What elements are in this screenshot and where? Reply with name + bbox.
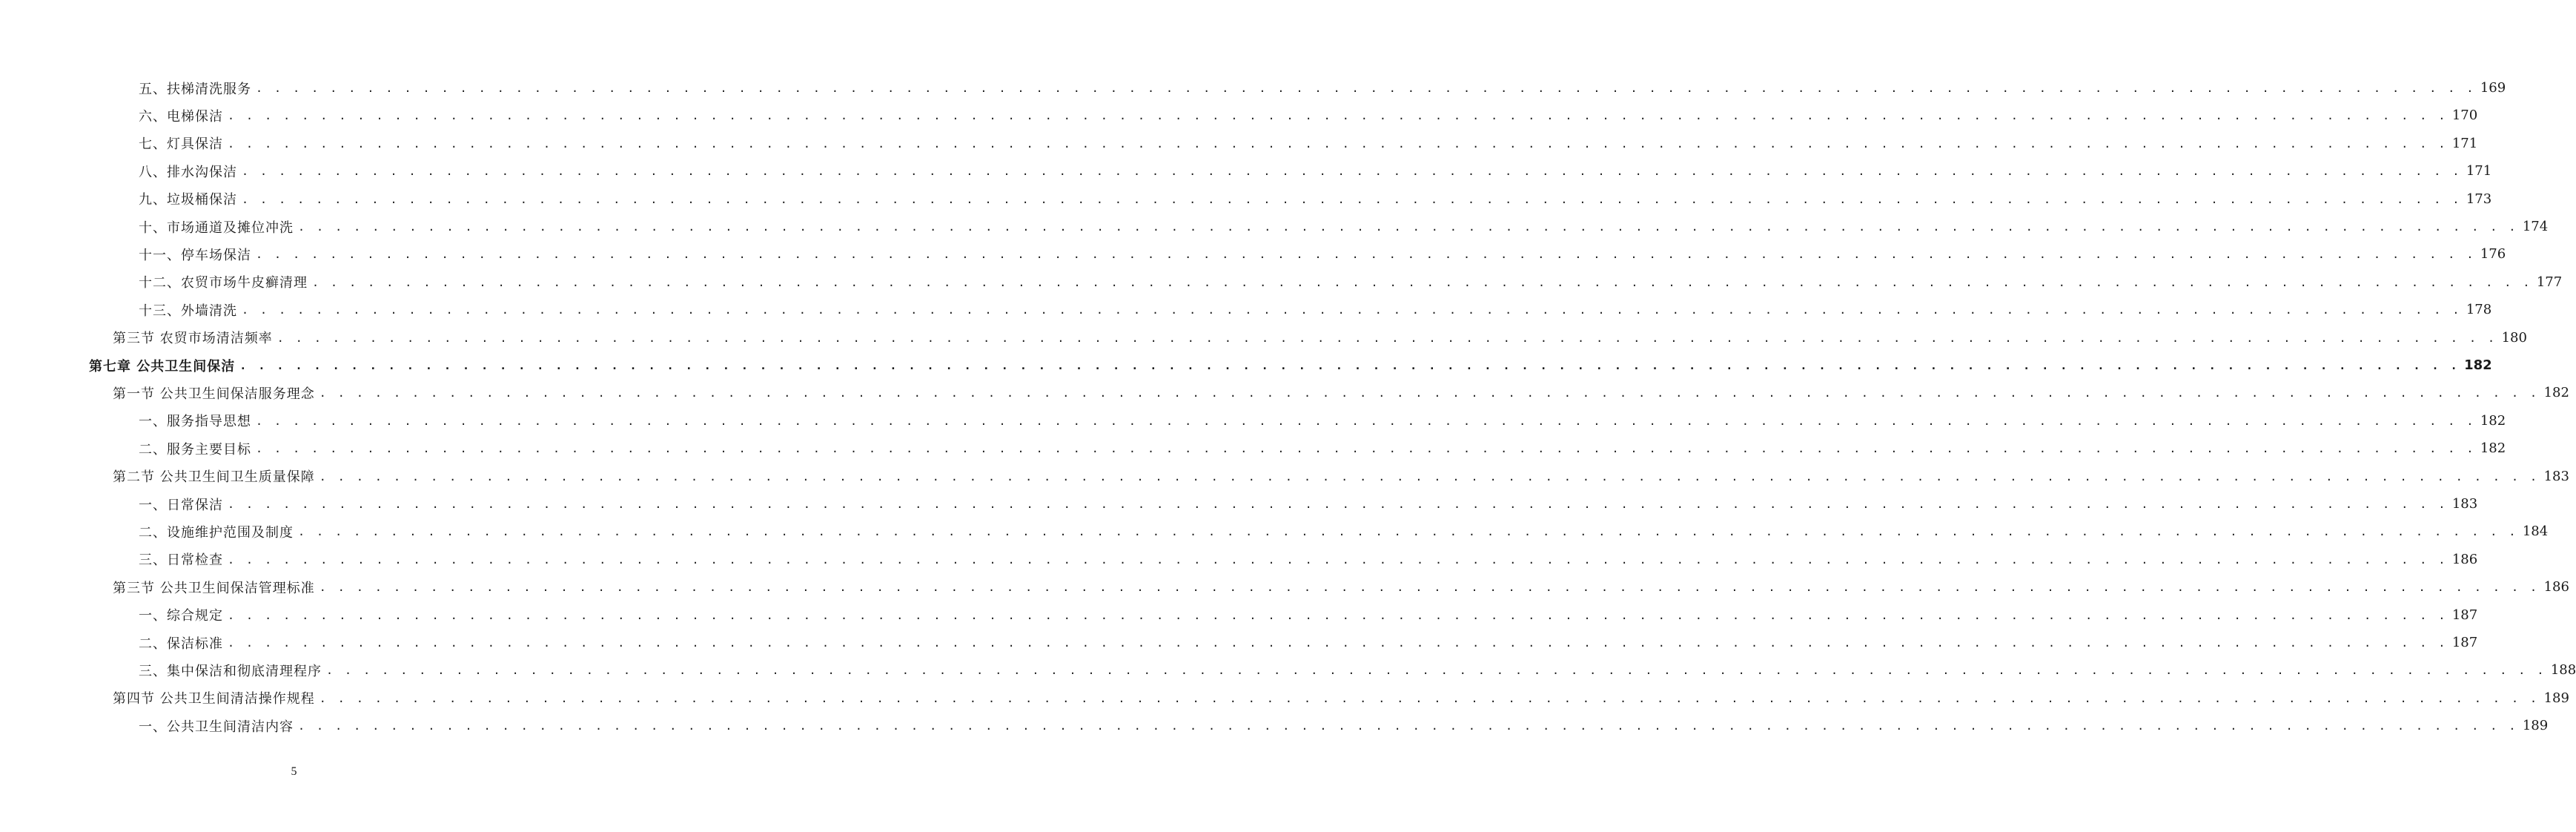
- toc-subsection-entry[interactable]: [139, 102, 2478, 129]
- toc-subsection-entry[interactable]: [139, 629, 2478, 656]
- toc-subsection-entry[interactable]: [139, 296, 2492, 323]
- toc-subsection-entry[interactable]: [139, 185, 2492, 213]
- toc-subsection-entry[interactable]: [139, 407, 2506, 435]
- toc-dot-leader: . . . . . . . . . . . . . . . . . . . . . . . . . . . . . . . . . . . . . . . . . . . . . . . . . . . . . . . . . . . . . . . . . . . . . . . . . . . . . . . . . . . . . . . . . . . . . . . . . . . . . . . . . . . . . . . . . . . . . . . .: [256, 248, 2476, 262]
- page-number: 5: [291, 765, 297, 778]
- toc-entry-page: 183: [2451, 496, 2478, 512]
- toc-section-entry[interactable]: [113, 573, 2569, 601]
- toc-entry-page: 187: [2451, 635, 2478, 650]
- toc-entry-page: 189: [2522, 718, 2549, 734]
- toc-entry-title: 六、电梯保洁: [139, 108, 223, 125]
- toc-section-entry[interactable]: [113, 684, 2569, 712]
- toc-entry-page: 169: [2480, 80, 2506, 96]
- toc-entry-title: 十一、停车场保洁: [139, 247, 251, 263]
- toc-entry-title: 十、市场通道及摊位冲洗: [139, 219, 294, 236]
- toc-dot-leader: . . . . . . . . . . . . . . . . . . . . . . . . . . . . . . . . . . . . . . . . . . . . . . . . . . . . . . . . . . . . . . . . . . . . . . . . . . . . . . . . . . . . . . . . . . . . . . . . . . . . . . . . . . . . . . . . . . . . . . . .: [326, 664, 2546, 678]
- toc-dot-leader: . . . . . . . . . . . . . . . . . . . . . . . . . . . . . . . . . . . . . . . . . . . . . . . . . . . . . . . . . . . . . . . . . . . . . . . . . . . . . . . . . . . . . . . . . . . . . . . . . . . . . . . . . . . . . . . . . . . . . . . .: [239, 359, 2460, 372]
- toc-subsection-entry[interactable]: [139, 240, 2506, 268]
- toc-dot-leader: . . . . . . . . . . . . . . . . . . . . . . . . . . . . . . . . . . . . . . . . . . . . . . . . . . . . . . . . . . . . . . . . . . . . . . . . . . . . . . . . . . . . . . . . . . . . . . . . . . . . . . . . . . . . . . . . . . . . . . . .: [298, 719, 2518, 733]
- toc-entry-page: 182: [2480, 412, 2506, 429]
- toc-entry-title: 十三、外墙清洗: [139, 303, 237, 319]
- toc-entry-title: 五、扶梯清洗服务: [139, 81, 251, 97]
- toc-entry-title: 一、公共卫生间清洁内容: [139, 719, 294, 735]
- toc-entry-title: 九、垃圾桶保洁: [139, 192, 237, 208]
- toc-subsection-entry[interactable]: [139, 268, 2563, 296]
- toc-entry-page: 183: [2543, 468, 2569, 484]
- toc-dot-leader: . . . . . . . . . . . . . . . . . . . . . . . . . . . . . . . . . . . . . . . . . . . . . . . . . . . . . . . . . . . . . . . . . . . . . . . . . . . . . . . . . . . . . . . . . . . . . . . . . . . . . . . . . . . . . . . . . . . . . . . .: [228, 109, 2448, 123]
- toc-dot-leader: . . . . . . . . . . . . . . . . . . . . . . . . . . . . . . . . . . . . . . . . . . . . . . . . . . . . . . . . . . . . . . . . . . . . . . . . . . . . . . . . . . . . . . . . . . . . . . . . . . . . . . . . . . . . . . . . . . . . . . . .: [228, 608, 2448, 622]
- toc-dot-leader: . . . . . . . . . . . . . . . . . . . . . . . . . . . . . . . . . . . . . . . . . . . . . . . . . . . . . . . . . . . . . . . . . . . . . . . . . . . . . . . . . . . . . . . . . . . . . . . . . . . . . . . . . . . . . . . . . . . . . . . .: [319, 691, 2540, 705]
- toc-subsection-entry[interactable]: [139, 518, 2549, 545]
- toc-subsection-entry[interactable]: [139, 656, 2576, 684]
- toc-dot-leader: . . . . . . . . . . . . . . . . . . . . . . . . . . . . . . . . . . . . . . . . . . . . . . . . . . . . . . . . . . . . . . . . . . . . . . . . . . . . . . . . . . . . . . . . . . . . . . . . . . . . . . . . . . . . . . . . . . . . . . . .: [298, 220, 2518, 234]
- toc-entry-page: 176: [2480, 246, 2506, 263]
- toc-dot-leader: . . . . . . . . . . . . . . . . . . . . . . . . . . . . . . . . . . . . . . . . . . . . . . . . . . . . . . . . . . . . . . . . . . . . . . . . . . . . . . . . . . . . . . . . . . . . . . . . . . . . . . . . . . . . . . . . . . . . . . . .: [242, 165, 2462, 179]
- toc-dot-leader: . . . . . . . . . . . . . . . . . . . . . . . . . . . . . . . . . . . . . . . . . . . . . . . . . . . . . . . . . . . . . . . . . . . . . . . . . . . . . . . . . . . . . . . . . . . . . . . . . . . . . . . . . . . . . . . . . . . . . . . .: [228, 636, 2448, 650]
- toc-subsection-entry[interactable]: [139, 130, 2478, 157]
- toc-entry-title: 第三节 公共卫生间保洁管理标准: [113, 580, 315, 596]
- toc-dot-leader: . . . . . . . . . . . . . . . . . . . . . . . . . . . . . . . . . . . . . . . . . . . . . . . . . . . . . . . . . . . . . . . . . . . . . . . . . . . . . . . . . . . . . . . . . . . . . . . . . . . . . . . . . . . . . . . . . . . . . . . .: [256, 442, 2476, 456]
- toc-entry-title: 一、服务指导思想: [139, 414, 251, 430]
- toc-subsection-entry[interactable]: [139, 435, 2506, 462]
- toc-entry-page: 184: [2522, 524, 2549, 540]
- toc-entry-title: 第七章 公共卫生间保洁: [89, 358, 236, 374]
- toc-entry-title: 十二、农贸市场牛皮癣清理: [139, 275, 308, 291]
- toc-entry-page: 182: [2543, 385, 2569, 401]
- toc-section-entry[interactable]: [113, 324, 2527, 351]
- toc-dot-leader: . . . . . . . . . . . . . . . . . . . . . . . . . . . . . . . . . . . . . . . . . . . . . . . . . . . . . . . . . . . . . . . . . . . . . . . . . . . . . . . . . . . . . . . . . . . . . . . . . . . . . . . . . . . . . . . . . . . . . . . .: [256, 414, 2476, 428]
- toc-entry-title: 二、设施维护范围及制度: [139, 524, 294, 541]
- toc-dot-leader: . . . . . . . . . . . . . . . . . . . . . . . . . . . . . . . . . . . . . . . . . . . . . . . . . . . . . . . . . . . . . . . . . . . . . . . . . . . . . . . . . . . . . . . . . . . . . . . . . . . . . . . . . . . . . . . . . . . . . . . .: [319, 386, 2540, 400]
- toc-dot-leader: . . . . . . . . . . . . . . . . . . . . . . . . . . . . . . . . . . . . . . . . . . . . . . . . . . . . . . . . . . . . . . . . . . . . . . . . . . . . . . . . . . . . . . . . . . . . . . . . . . . . . . . . . . . . . . . . . . . . . . . .: [298, 525, 2518, 539]
- toc-dot-leader: . . . . . . . . . . . . . . . . . . . . . . . . . . . . . . . . . . . . . . . . . . . . . . . . . . . . . . . . . . . . . . . . . . . . . . . . . . . . . . . . . . . . . . . . . . . . . . . . . . . . . . . . . . . . . . . . . . . . . . . .: [228, 498, 2448, 511]
- toc-subsection-entry[interactable]: [139, 712, 2549, 739]
- toc-subsection-entry[interactable]: [139, 157, 2492, 185]
- toc-entry-page: 187: [2451, 607, 2478, 623]
- toc-dot-leader: . . . . . . . . . . . . . . . . . . . . . . . . . . . . . . . . . . . . . . . . . . . . . . . . . . . . . . . . . . . . . . . . . . . . . . . . . . . . . . . . . . . . . . . . . . . . . . . . . . . . . . . . . . . . . . . . . . . . . . . .: [242, 192, 2462, 206]
- toc-entry-page: 170: [2451, 108, 2478, 124]
- toc-dot-leader: . . . . . . . . . . . . . . . . . . . . . . . . . . . . . . . . . . . . . . . . . . . . . . . . . . . . . . . . . . . . . . . . . . . . . . . . . . . . . . . . . . . . . . . . . . . . . . . . . . . . . . . . . . . . . . . . . . . . . . . .: [256, 82, 2476, 95]
- toc-dot-leader: . . . . . . . . . . . . . . . . . . . . . . . . . . . . . . . . . . . . . . . . . . . . . . . . . . . . . . . . . . . . . . . . . . . . . . . . . . . . . . . . . . . . . . . . . . . . . . . . . . . . . . . . . . . . . . . . . . . . . . . .: [319, 469, 2540, 483]
- toc-dot-leader: . . . . . . . . . . . . . . . . . . . . . . . . . . . . . . . . . . . . . . . . . . . . . . . . . . . . . . . . . . . . . . . . . . . . . . . . . . . . . . . . . . . . . . . . . . . . . . . . . . . . . . . . . . . . . . . . . . . . . . . .: [228, 136, 2448, 151]
- toc-dot-leader: . . . . . . . . . . . . . . . . . . . . . . . . . . . . . . . . . . . . . . . . . . . . . . . . . . . . . . . . . . . . . . . . . . . . . . . . . . . . . . . . . . . . . . . . . . . . . . . . . . . . . . . . . . . . . . . . . . . . . . . .: [228, 552, 2448, 567]
- toc-entry-page: 182: [2464, 357, 2492, 373]
- toc-entry-title: 第三节 农贸市场清洁频率: [113, 331, 273, 347]
- toc-dot-leader: . . . . . . . . . . . . . . . . . . . . . . . . . . . . . . . . . . . . . . . . . . . . . . . . . . . . . . . . . . . . . . . . . . . . . . . . . . . . . . . . . . . . . . . . . . . . . . . . . . . . . . . . . . . . . . . . . . . . . . . .: [242, 303, 2462, 317]
- toc-entry-title: 三、集中保洁和彻底清理程序: [139, 663, 322, 679]
- toc-entry-page: 177: [2536, 274, 2563, 290]
- toc-entry-title: 八、排水沟保洁: [139, 164, 237, 180]
- toc-subsection-entry[interactable]: [139, 490, 2478, 518]
- toc-subsection-entry[interactable]: [139, 546, 2478, 573]
- toc-section-entry[interactable]: [113, 379, 2569, 406]
- toc-entry-page: 186: [2543, 579, 2569, 595]
- toc-dot-leader: . . . . . . . . . . . . . . . . . . . . . . . . . . . . . . . . . . . . . . . . . . . . . . . . . . . . . . . . . . . . . . . . . . . . . . . . . . . . . . . . . . . . . . . . . . . . . . . . . . . . . . . . . . . . . . . . . . . . . . . .: [277, 331, 2497, 345]
- toc-entry-page: 171: [2451, 135, 2478, 151]
- toc-dot-leader: . . . . . . . . . . . . . . . . . . . . . . . . . . . . . . . . . . . . . . . . . . . . . . . . . . . . . . . . . . . . . . . . . . . . . . . . . . . . . . . . . . . . . . . . . . . . . . . . . . . . . . . . . . . . . . . . . . . . . . . .: [312, 275, 2532, 289]
- toc-entry-page: 174: [2522, 219, 2549, 234]
- toc-dot-leader: . . . . . . . . . . . . . . . . . . . . . . . . . . . . . . . . . . . . . . . . . . . . . . . . . . . . . . . . . . . . . . . . . . . . . . . . . . . . . . . . . . . . . . . . . . . . . . . . . . . . . . . . . . . . . . . . . . . . . . . .: [319, 581, 2540, 595]
- toc-entry-page: 189: [2543, 690, 2569, 706]
- toc-entry-page: 178: [2466, 302, 2492, 318]
- toc-entry-title: 二、保洁标准: [139, 635, 223, 652]
- toc-entry-title: 一、综合规定: [139, 608, 223, 624]
- toc-section-entry[interactable]: [113, 463, 2569, 490]
- toc-entry-title: 第二节 公共卫生间卫生质量保障: [113, 469, 315, 486]
- toc-chapter-entry[interactable]: [89, 351, 2492, 379]
- toc-entry-page: 186: [2451, 551, 2478, 567]
- toc-entry-page: 180: [2501, 329, 2527, 346]
- toc-subsection-entry[interactable]: [139, 601, 2478, 629]
- toc-entry-title: 三、日常检查: [139, 552, 223, 569]
- toc-entry-page: 188: [2550, 662, 2576, 679]
- toc-subsection-entry[interactable]: [139, 213, 2549, 240]
- toc-entry-title: 七、灯具保洁: [139, 136, 223, 153]
- toc-entry-page: 171: [2466, 163, 2492, 179]
- toc-entry-page: 173: [2466, 191, 2492, 207]
- toc-entry-title: 一、日常保洁: [139, 497, 223, 513]
- toc-entry-title: 二、服务主要目标: [139, 441, 251, 458]
- toc-entry-title: 第一节 公共卫生间保洁服务理念: [113, 386, 315, 402]
- toc-entry-title: 第四节 公共卫生间清洁操作规程: [113, 691, 315, 707]
- toc-entry-page: 182: [2480, 440, 2506, 457]
- toc-subsection-entry[interactable]: [139, 74, 2506, 102]
